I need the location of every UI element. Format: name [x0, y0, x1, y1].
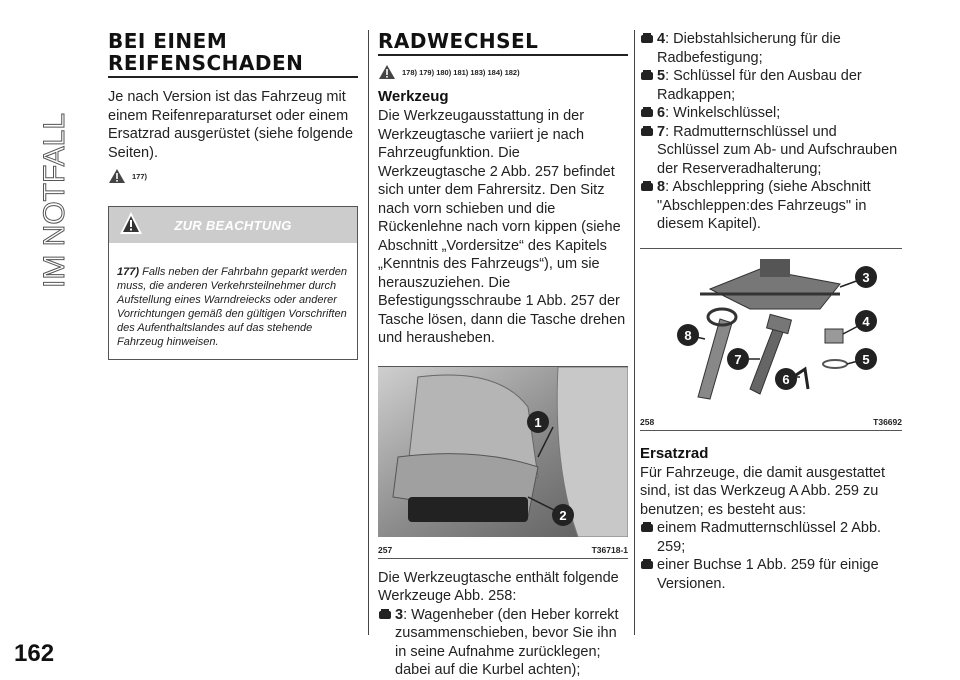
callout-1-label: 1 [534, 414, 542, 430]
wrench-bullet-icon [640, 559, 654, 570]
tool-number: 6 [657, 105, 666, 121]
callout-5-label: 5 [862, 351, 870, 367]
title-line-2: REIFENSCHADEN [108, 51, 304, 75]
tool-item-4 [640, 30, 902, 67]
tool-item-6 [640, 104, 902, 123]
spare-wheel-paragraph: Für Fahrzeuge, die damit ausgestattet sind, ist das Werkzeug A Abb. 259 zu benutzen; es besteht aus: [640, 464, 886, 518]
tool-item-5 [640, 67, 902, 104]
figure-code: T36718-1 [591, 544, 628, 555]
callout-2-label: 2 [559, 507, 567, 523]
tool-desc: : Radmutternschlüssel und Schlüssel zum Ab- und Aufschrauben der Reserveradhalterung; [657, 123, 898, 177]
tool-number: 7 [657, 123, 666, 140]
figure-number: 258 [640, 416, 655, 427]
callout-8-label: 8 [684, 327, 692, 343]
spare-wheel-item-2 [640, 556, 902, 593]
warning-text [109, 243, 357, 359]
wrench-bullet-icon [640, 126, 654, 137]
warning-box [108, 206, 358, 360]
subheading: Werkzeug [378, 88, 449, 105]
toolbag-paragraph: Die Werkzeugtasche enthält folgende Werkzeuge Abb. 258: [378, 569, 619, 604]
figure-258 [640, 248, 902, 431]
column-wheel-change [378, 30, 628, 680]
figure-caption [640, 414, 902, 430]
wrench-bullet-icon [378, 609, 392, 620]
chapter-side-label [26, 30, 76, 300]
callout-3-label: 3 [862, 269, 870, 285]
subheading: Ersatzrad [640, 444, 709, 462]
column-divider [634, 30, 635, 635]
figure-caption [378, 542, 628, 558]
tool-desc: : Wagenheber (den Heber korrekt zusammenschieben, bevor Sie ihn in seine Aufnahme zurücklegen; dabei auf die Kurbel achten); [395, 606, 619, 678]
warning-title: ZUR BEACHTUNG [174, 217, 292, 233]
wrench-bullet-icon [640, 181, 654, 192]
wrench-bullet-icon [640, 33, 654, 44]
tool-item-7 [640, 123, 902, 179]
title-rule [108, 76, 358, 78]
tool-number: 3 [395, 606, 404, 623]
tool-desc: : Abschleppring (siehe Abschnitt "Abschleppen:des Fahrzeugs" in diesem Kapitel). [657, 179, 871, 232]
spare-wheel-item-text: einem Radmutternschlüssel 2 Abb. 259; [657, 520, 882, 555]
tool-paragraph: Die Werkzeugausstattung in der Werkzeugtasche variiert je nach Fahrzeugfunktion. Die Werkzeugtasche 2 Abb. 257 befindet sich unter dem Fahrersitz. Den Sitz nach vorn schieben und die Rückenlehne nach vorn kippen (siehe Abschnitt „Vordersitze“ des Kapitels „Kenntnis des Fahrzeugs“), um sie herauszuziehen. Die Befestigungsschraube 1 Abb. 257 der Tasche lösen, dann die Tasche drehen und herausheben. [378, 108, 626, 346]
wrench-bullet-icon [640, 70, 654, 81]
title-rule [378, 54, 628, 56]
warning-header [109, 207, 357, 243]
ref-numbers: 177) [132, 171, 148, 181]
wrench-bullet-icon [640, 107, 654, 118]
callout-6-label: 6 [782, 371, 790, 387]
tool-desc: : Schlüssel für den Ausbau der Radkappen; [657, 68, 862, 103]
section-title [108, 30, 358, 74]
warning-triangle-icon [119, 211, 143, 235]
tool-item-3 [378, 606, 628, 680]
chapter-side-label-text: IM NOTFALL [38, 112, 71, 288]
spare-wheel-item-text: einer Buchse 1 Abb. 259 für einige Versionen. [657, 557, 879, 592]
tool-number: 4 [657, 31, 666, 47]
wrench-bullet-icon [640, 522, 654, 533]
warning-body: Falls neben der Fahrbahn geparkt werden muss, die anderen Verkehrsteilnehmer durch Aufstellung eines Warndreiecks oder anderer Vorrichtungen gemäß den gültigen Vorschriften des Aufenthaltslandes auf das stehende Fahrzeug hinweisen. [117, 266, 347, 348]
column-divider [368, 30, 369, 635]
warning-number: 177) [117, 266, 140, 278]
warning-triangle-icon [108, 168, 126, 184]
seat-illustration [378, 367, 628, 537]
tool-desc: : Diebstahlsicherung für die Radbefestigung; [657, 31, 841, 66]
callout-7-label: 7 [734, 351, 742, 367]
column-tools [640, 30, 902, 593]
title-line-1: BEI EINEM [108, 29, 228, 53]
warning-refs [108, 168, 358, 184]
tool-number: 8 [657, 179, 666, 195]
warning-triangle-icon [378, 64, 396, 80]
page-number: 162 [14, 640, 55, 667]
tools-illustration [640, 249, 902, 409]
figure-code: T36692 [873, 416, 902, 427]
tool-desc: : Winkelschlüssel; [665, 105, 781, 121]
section-title: RADWECHSEL [378, 29, 539, 53]
column-breakdown [108, 30, 358, 360]
intro-paragraph: Je nach Version ist das Fahrzeug mit einem Reifenreparaturset oder einem Ersatzrad ausgerüstet (siehe folgende Seiten). [108, 89, 354, 161]
callout-4-label: 4 [862, 313, 870, 329]
figure-257 [378, 366, 628, 559]
warning-refs [378, 64, 628, 80]
tool-item-8 [640, 178, 902, 234]
spare-wheel-item-1 [640, 519, 902, 556]
figure-number: 257 [378, 544, 393, 555]
ref-numbers: 178) 179) 180) 181) 183) 184) 182) [402, 67, 520, 77]
tool-list [640, 30, 902, 234]
tool-number: 5 [657, 68, 666, 84]
